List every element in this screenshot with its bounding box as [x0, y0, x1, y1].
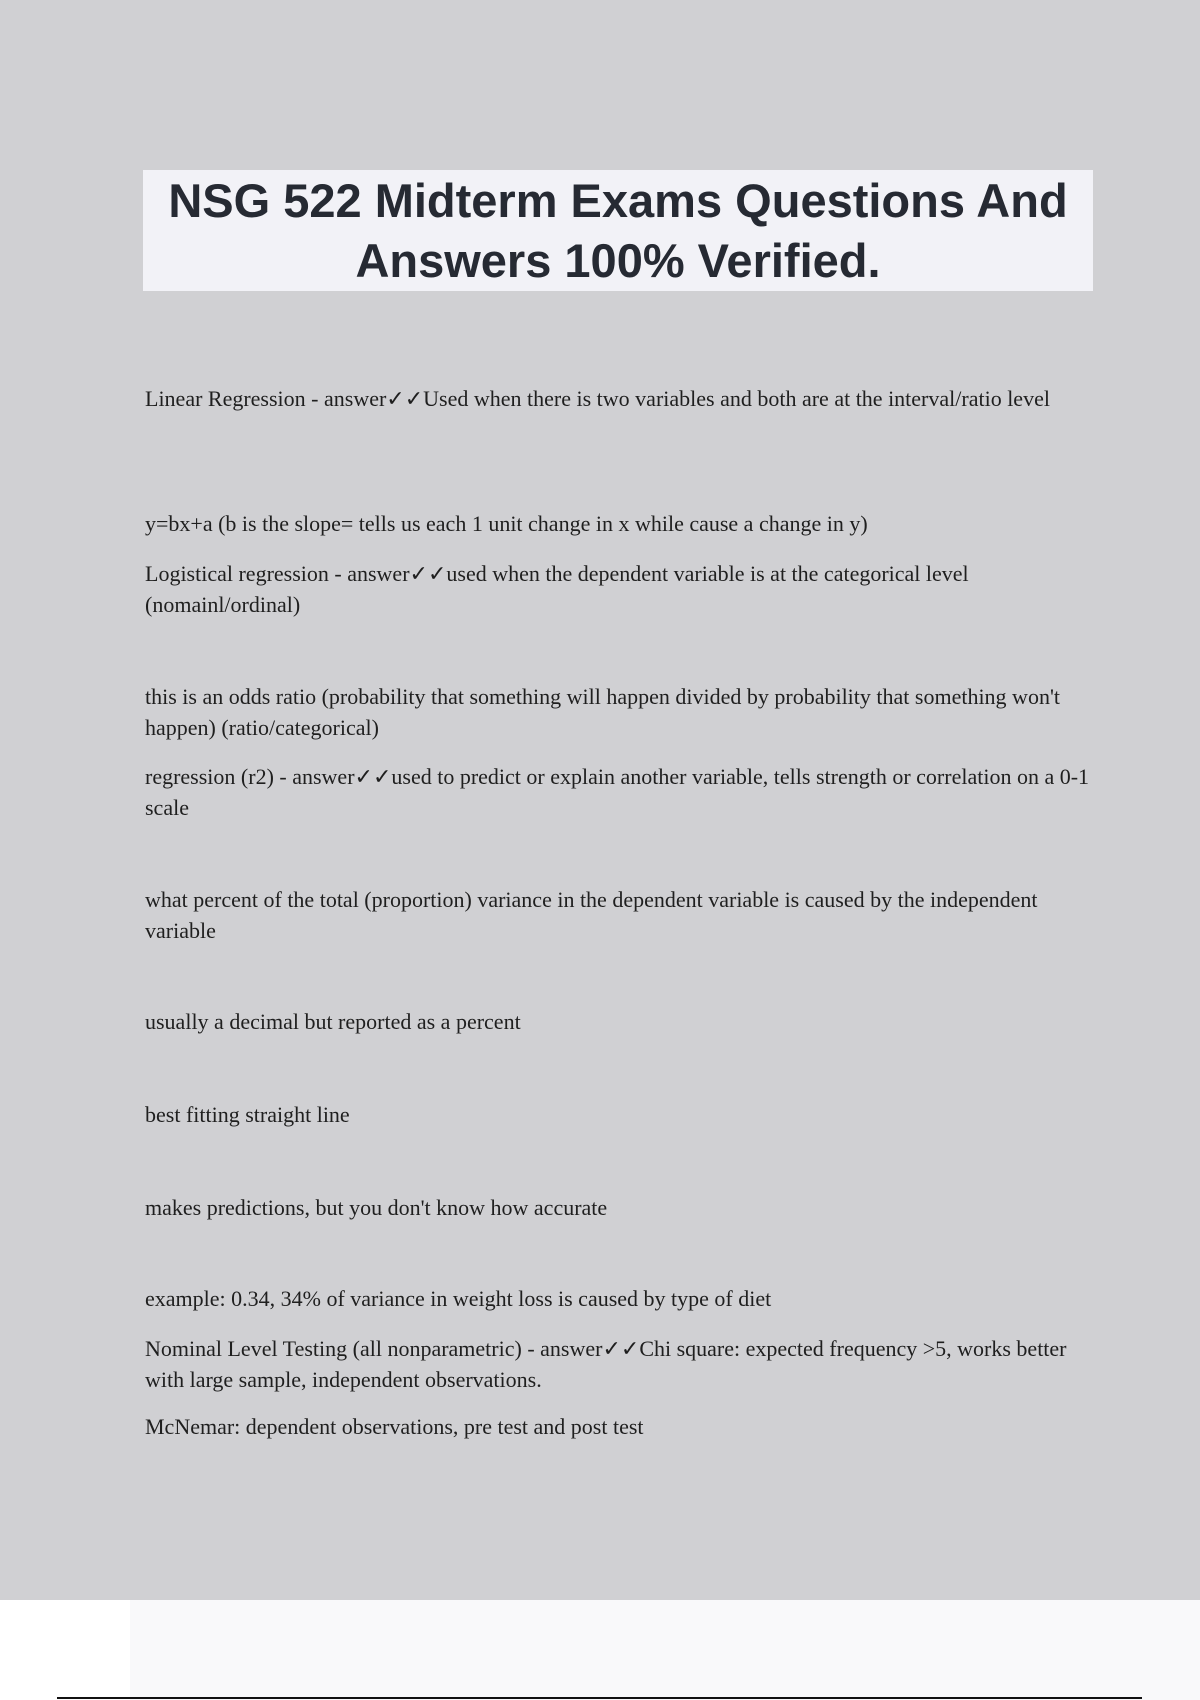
paragraph-regression-r2: regression (r2) - answer✓✓used to predict or explain another variable, tells strength or correlation on a 0-1 scale: [145, 764, 1090, 820]
paragraph-mcnemar: McNemar: dependent observations, pre test and post test: [145, 1414, 644, 1439]
paragraph-equation: y=bx+a (b is the slope= tells us each 1 unit change in x while cause a change in y): [145, 511, 868, 536]
paragraph-example: example: 0.34, 34% of variance in weight loss is caused by type of diet: [145, 1286, 772, 1311]
paragraph-logistical-regression: Logistical regression - answer✓✓used when the dependent variable is at the categorical level (nomainl/ordinal): [145, 561, 969, 617]
paragraph-variance-percent: what percent of the total (proportion) variance in the dependent variable is caused by the independent variable: [145, 887, 1038, 943]
paragraph-best-fitting-line: best fitting straight line: [145, 1102, 350, 1127]
paragraph-decimal-percent: usually a decimal but reported as a percent: [145, 1009, 521, 1034]
paragraph-odds-ratio: this is an odds ratio (probability that something will happen divided by probability that something won't happen) (ratio/categorical): [145, 684, 1061, 740]
page-bottom-shade: [130, 1600, 1200, 1700]
paragraph-nominal-testing: Nominal Level Testing (all nonparametric) - answer✓✓Chi square: expected frequency >5, works better with large sample, independent observations.: [145, 1336, 1067, 1392]
paragraph-predictions: makes predictions, but you don't know how accurate: [145, 1195, 608, 1220]
paragraph-linear-regression: Linear Regression - answer✓✓Used when there is two variables and both are at the interval/ratio level: [145, 386, 1050, 411]
document-title: NSG 522 Midterm Exams Questions And Answers 100% Verified.: [168, 173, 1068, 287]
page-bottom-margin: [0, 1600, 1200, 1700]
footer-rule: [57, 1697, 1142, 1699]
title-banner: [143, 170, 1093, 291]
